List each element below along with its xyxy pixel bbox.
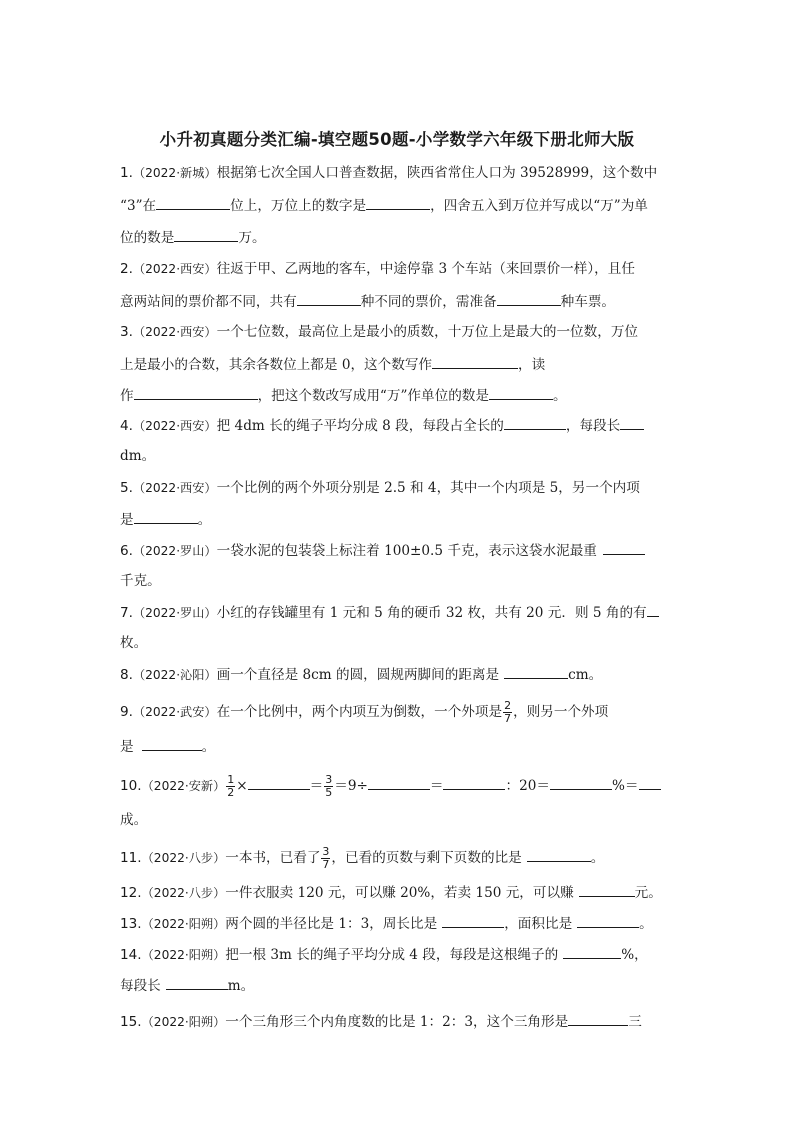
- question-source: （2022·安新）: [141, 779, 226, 793]
- question-text: 三: [628, 1014, 642, 1030]
- question-text: %，: [621, 947, 648, 963]
- question-source: （2022·西安）: [132, 325, 217, 339]
- fraction: [226, 774, 235, 799]
- question-text: 每段长: [120, 978, 161, 994]
- page-title: 小升初真题分类汇编-填空题50题-小学数学六年级下册北师大版: [159, 130, 635, 149]
- answer-blank[interactable]: [577, 913, 639, 928]
- question-text: 根据第七次全国人口普查数据，陕西省常住人口为 39528999，这个数中: [216, 165, 658, 181]
- question-number: 2.: [120, 261, 133, 277]
- question-text: 一个三角形三个内角度数的比是 1：2：3，这个三角形是: [225, 1014, 569, 1030]
- question-text: ，已看的页数与剩下页数的比是: [331, 850, 522, 866]
- question-text: ＝9÷: [334, 778, 368, 794]
- question-number: 6.: [120, 543, 133, 559]
- answer-blank[interactable]: [248, 775, 310, 790]
- question-text: 作: [120, 388, 134, 404]
- question-text: “3”在: [120, 198, 157, 214]
- question-text: ，把这个数改写成用“万”作单位的数是: [257, 388, 489, 404]
- question-4-line-2: [120, 446, 155, 466]
- question-text: 枚。: [120, 635, 148, 651]
- answer-blank[interactable]: [366, 195, 430, 210]
- question-4-line-1: [120, 415, 644, 436]
- question-number: 1.: [120, 165, 133, 181]
- question-source: （2022·沁阳）: [132, 668, 217, 682]
- answer-blank[interactable]: [442, 913, 504, 928]
- question-3-line-3: [120, 385, 567, 406]
- question-source: （2022·西安）: [132, 419, 217, 433]
- question-text: 在一个比例中，两个内项互为倒数，一个外项是: [216, 704, 503, 720]
- answer-blank[interactable]: [504, 664, 568, 679]
- fraction: [503, 700, 512, 725]
- fraction-numerator: 3: [322, 845, 330, 858]
- fraction: [324, 774, 333, 799]
- answer-blank[interactable]: [174, 227, 238, 242]
- question-number: 7.: [120, 605, 133, 621]
- question-1-line-2: [120, 195, 648, 216]
- question-source: （2022·罗山）: [132, 544, 217, 558]
- question-14-line-1: [120, 944, 648, 965]
- question-text: 一个比例的两个外项分别是 2.5 和 4，其中一个内项是 5，另一个内项: [216, 480, 640, 496]
- question-text: 一袋水泥的包装袋上标注着 100±0.5 千克，表示这袋水泥最重: [216, 543, 597, 559]
- question-text: m。: [227, 978, 255, 994]
- question-6-line-1: [120, 540, 645, 561]
- question-12-line-1: [120, 882, 662, 903]
- question-5-line-2: [120, 509, 211, 530]
- question-number: 8.: [120, 667, 133, 683]
- question-text: 。: [201, 739, 216, 755]
- question-text: dm。: [120, 448, 156, 464]
- question-text: ，读: [518, 357, 546, 373]
- fraction-denominator: 5: [325, 786, 333, 799]
- question-text: 一个七位数，最高位上是最小的质数，十万位上是最大的一位数，万位: [216, 324, 639, 340]
- question-text: ，四舍五入到万位并写成以“万”为单: [430, 198, 648, 214]
- question-7-line-1: [120, 602, 659, 623]
- question-source: （2022·罗山）: [132, 606, 217, 620]
- answer-blank[interactable]: [134, 385, 258, 400]
- question-source: （2022·阳朔）: [141, 1015, 226, 1029]
- answer-blank[interactable]: [639, 775, 661, 790]
- question-1-line-1: [120, 163, 657, 183]
- question-text: 是: [120, 512, 134, 528]
- question-5-line-1: [120, 478, 640, 498]
- question-11-line-1: [120, 846, 604, 871]
- question-source: （2022·阳朔）: [141, 948, 226, 962]
- question-number: 5.: [120, 480, 133, 496]
- question-2-line-1: [120, 259, 635, 279]
- answer-blank[interactable]: [142, 736, 202, 751]
- answer-blank[interactable]: [504, 415, 566, 430]
- question-source: （2022·阳朔）: [141, 917, 226, 931]
- answer-blank[interactable]: [134, 509, 198, 524]
- question-text: 种车票。: [560, 294, 616, 310]
- question-source: （2022·八步）: [141, 886, 226, 900]
- times-sign: ×: [236, 778, 248, 794]
- fraction-denominator: 2: [227, 786, 235, 799]
- question-number: 9.: [120, 704, 133, 720]
- question-text: 往返于甲、乙两地的客车，中途停靠 3 个车站（来回票价一样），且任: [216, 261, 635, 277]
- question-2-line-2: [120, 291, 615, 312]
- question-9-line-1: [120, 700, 608, 725]
- question-9-line-2: [120, 736, 215, 757]
- answer-blank[interactable]: [647, 602, 659, 617]
- question-1-line-3: [120, 227, 266, 248]
- question-text: 把 4dm 长的绳子平均分成 8 段，每段占全长的: [216, 418, 504, 434]
- question-text: 。: [590, 850, 605, 866]
- answer-blank[interactable]: [156, 195, 230, 210]
- answer-blank[interactable]: [432, 354, 518, 369]
- fraction-numerator: 2: [504, 699, 512, 712]
- question-13-line-1: [120, 913, 653, 934]
- question-text: 千克。: [120, 573, 161, 589]
- question-source: （2022·西安）: [132, 481, 217, 495]
- question-text: %＝: [611, 778, 639, 794]
- question-source: （2022·西安）: [132, 262, 217, 276]
- answer-blank[interactable]: [579, 882, 635, 897]
- question-text: 。: [639, 916, 653, 932]
- answer-blank[interactable]: [620, 415, 644, 430]
- question-text: 。: [553, 388, 567, 404]
- question-text: 意两站间的票价都不同，共有: [120, 294, 297, 310]
- question-source: （2022·武安）: [132, 705, 217, 719]
- answer-blank[interactable]: [563, 944, 621, 959]
- question-text: 成。: [120, 812, 148, 828]
- question-source: （2022·新城）: [132, 166, 217, 180]
- question-text: 小红的存钱罐里有 1 元和 5 角的硬币 32 枚，共有 20 元．则 5 角的有: [216, 605, 647, 621]
- question-text: 一本书，已看了: [225, 850, 321, 866]
- question-number: 15.: [120, 1014, 142, 1030]
- fraction-denominator: 7: [504, 712, 512, 725]
- question-number: 13.: [120, 916, 142, 932]
- question-text: ，面积比是: [504, 916, 573, 932]
- question-3-line-1: [120, 322, 638, 342]
- answer-blank[interactable]: [297, 291, 361, 306]
- answer-blank[interactable]: [550, 775, 612, 790]
- question-text: ，每段长: [565, 418, 621, 434]
- question-text: 位上，万位上的数字是: [230, 198, 367, 214]
- question-text: 两个圆的半径比是 1：3，周长比是: [225, 916, 438, 932]
- question-text: 。: [197, 512, 212, 528]
- fraction: [321, 846, 330, 871]
- answer-blank[interactable]: [603, 540, 645, 555]
- answer-blank[interactable]: [166, 975, 228, 990]
- answer-blank[interactable]: [568, 1011, 628, 1026]
- question-10-line-2: [120, 810, 147, 830]
- question-text: cm。: [568, 667, 603, 683]
- question-text: ：20＝: [505, 778, 550, 794]
- question-text: 把一根 3m 长的绳子平均分成 4 段，每段是这根绳子的: [225, 947, 559, 963]
- question-6-line-2: [120, 571, 161, 591]
- question-text: 一件衣服卖 120 元，可以赚 20%，若卖 150 元，可以赚: [225, 885, 574, 901]
- equals-sign: ＝: [309, 778, 324, 794]
- question-text: 上是最小的合数，其余各数位上都是 0，这个数写作: [120, 357, 433, 373]
- question-text: 画一个直径是 8cm 的圆，圆规两脚间的距离是: [216, 667, 500, 683]
- question-14-line-2: [120, 975, 254, 996]
- question-text: 种不同的票价，需准备: [360, 294, 497, 310]
- answer-blank[interactable]: [527, 847, 591, 862]
- question-text: 万。: [238, 230, 266, 246]
- question-source: （2022·八步）: [141, 851, 226, 865]
- answer-blank[interactable]: [368, 775, 430, 790]
- question-number: 10.: [120, 778, 142, 794]
- answer-blank[interactable]: [443, 775, 505, 790]
- question-10-line-1: [120, 774, 661, 799]
- question-3-line-2: [120, 354, 545, 375]
- question-number: 11.: [120, 850, 142, 866]
- question-8-line-1: [120, 664, 602, 685]
- answer-blank[interactable]: [489, 385, 553, 400]
- answer-blank[interactable]: [497, 291, 561, 306]
- question-text: ，则另一个外项: [513, 704, 609, 720]
- question-text: 是: [120, 739, 134, 755]
- question-text: 元。: [634, 885, 662, 901]
- fraction-numerator: 3: [325, 773, 333, 786]
- equals-sign: ＝: [429, 778, 444, 794]
- question-7-line-2: [120, 633, 147, 653]
- fraction-numerator: 1: [227, 773, 235, 786]
- question-number: 14.: [120, 947, 142, 963]
- question-text: 位的数是: [120, 230, 175, 246]
- question-number: 4.: [120, 418, 133, 434]
- question-number: 3.: [120, 324, 133, 340]
- question-number: 12.: [120, 885, 142, 901]
- fraction-denominator: 7: [322, 858, 330, 871]
- question-15-line-1: [120, 1011, 642, 1032]
